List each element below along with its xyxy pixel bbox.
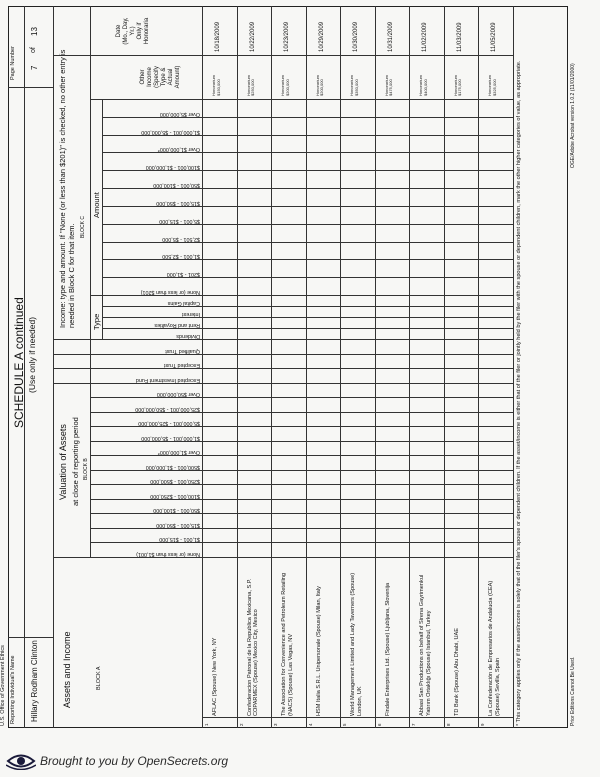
honoraria-date: 11/03/2009 xyxy=(456,22,463,52)
other-income-value: Honorarium $325,000 xyxy=(487,75,497,96)
block-a-label: BLOCK A xyxy=(96,666,102,690)
honoraria-date: 10/31/2009 xyxy=(387,21,394,52)
asset-name: World Management Limited and Lady Taverners (Spouse) London, UK xyxy=(350,572,363,716)
amount-col-header: $2,501 - $5,000 xyxy=(162,235,200,242)
form-id-line-3: U.S. Office of Government Ethics xyxy=(0,645,6,726)
valuation-col-header: $500,001 - $1,000,000 xyxy=(145,463,200,470)
amount-col-header: Over $1,000,000* xyxy=(157,146,200,153)
block-b-label: BLOCK B xyxy=(83,458,89,480)
amount-col-header: $50,001 - $100,000 xyxy=(153,182,200,189)
other-income-header-line: Amount) xyxy=(175,65,181,89)
amount-col-header: Over $5,000,000 xyxy=(159,110,200,117)
type-col-header: Capital Gains xyxy=(167,300,200,306)
amount-col-header: $100,001 - $1,000,000 xyxy=(145,164,200,171)
valuation-col-header: $50,001 - $100,000 xyxy=(153,507,200,514)
amount-col-header: $5,001 - $15,000 xyxy=(159,217,200,224)
honoraria-date: 11/05/2009 xyxy=(491,22,497,52)
honoraria-date: 10/29/2009 xyxy=(318,21,325,52)
schedule-a-form xyxy=(0,6,578,728)
other-income-header-line: Income xyxy=(147,67,153,87)
asset-name: HSM Italia S.R.L. Unipersonale (Spouse) Milan, Italy xyxy=(315,586,322,716)
oge-version: OGE/Adobe Acrobat version 1.0.2 (11/01/2000) xyxy=(570,63,576,168)
type-col-header: Rent and Royalties xyxy=(154,322,200,328)
row-number: 4 xyxy=(307,723,313,726)
footer-credit[interactable]: Brought to you by OpenSecrets.org xyxy=(40,754,229,768)
income-note: Income: type and amount. If "None (or less than $201)" is checked, no other entry is needed in Block C for that item. xyxy=(58,49,76,328)
honoraria-date: 10/30/2009 xyxy=(353,21,359,52)
reporting-name: Hillary Rodham Clinton xyxy=(30,640,39,722)
other-income-header-line: (Specify xyxy=(154,66,160,88)
valuation-col-header: $25,000,001 - $50,000,000 xyxy=(135,405,200,412)
date-header-line: Date xyxy=(116,24,122,38)
assets-title: Assets and Income xyxy=(62,631,72,708)
asset-name: Abbasi San Productions on behalf of Sirena Gayrimenkul Yatırım Ortaklığı (Spouse) Istanbul, Turkey xyxy=(419,574,432,716)
footnote: * This category applies only if the asset/income is solely that of the filer's spouse or dependent children. If the asset/income is either that of the filer or jointly held by the filer with the spouse or dependent children, mark the other higher categories of value, as appropriate. xyxy=(516,60,522,726)
type-col-header: Dividends xyxy=(176,333,200,339)
other-income-header xyxy=(140,58,182,96)
date-header-line: Honoraria xyxy=(144,17,150,45)
row-number: 1 xyxy=(204,723,209,726)
row-number: 7 xyxy=(411,723,416,726)
valuation-col-header: $100,001 - $250,000 xyxy=(150,492,200,499)
asset-name: The Association for Convenience and Petroleum Retailing (NACS) (Spouse) Las Vegas, NV xyxy=(281,572,294,716)
other-income-header-line: Other xyxy=(140,69,146,85)
valuation-subtitle: at close of reporting period xyxy=(71,417,80,506)
other-income-value: Honorarium $150,000 xyxy=(211,75,221,96)
amount-col-header: $1,000,001 - $5,000,000 xyxy=(141,128,200,135)
other-income-header-line: Actual xyxy=(168,68,174,86)
row-number: 6 xyxy=(376,723,382,726)
honoraria-date: 10/22/2009 xyxy=(249,21,256,52)
amount-label: Amount xyxy=(92,192,101,218)
honoraria-date: 10/18/2009 xyxy=(215,21,221,52)
other-income-value: Honorarium $200,000 xyxy=(314,75,325,96)
asset-name: Findale Enterprises Ltd. (Spouse) Ljubljana, Slovenija xyxy=(384,582,391,716)
amount-col-header: None (or less than $201) xyxy=(140,289,200,295)
valuation-col-header: Excepted Trust xyxy=(164,362,200,369)
schedule-title: SCHEDULE A continued xyxy=(12,297,26,428)
type-col-header: Interest xyxy=(182,311,200,317)
other-income-value: Honorarium $200,000 xyxy=(280,75,290,96)
valuation-col-header: Over $50,000,000 xyxy=(156,391,200,398)
date-header-line: Only if xyxy=(137,22,143,40)
other-income-header-line: Type & xyxy=(161,67,167,87)
page-number-label: Page Number xyxy=(10,46,16,80)
other-income-value: Honorarium $250,000 xyxy=(245,75,256,96)
amount-col-header: $1,001 - $2,500 xyxy=(162,253,200,260)
prior-editions: Prior Editions Cannot Be Used. xyxy=(570,656,576,726)
page-number: 7 xyxy=(30,65,39,70)
asset-name: Confederacion Patronal de la Republica Mexicana, S.P. COPARMEX (Spouse) Mexico City, Mexico xyxy=(246,578,260,716)
date-header-line: (Mo., Day, xyxy=(123,17,129,45)
row-number: 3 xyxy=(273,723,278,726)
other-income-value: Honorarium $350,000 xyxy=(349,75,359,96)
valuation-col-header: $5,000,001 - $25,000,000 xyxy=(138,420,200,427)
type-label: Type xyxy=(92,313,101,330)
valuation-col-header: Excepted Investment Fund xyxy=(135,376,200,383)
asset-name: La Confederación de Empresarios de Andalucia (CEA) (Spouse) Sevilla, Spain xyxy=(488,580,501,716)
date-header xyxy=(116,9,151,53)
valuation-col-header: None (or less than $1,001) xyxy=(136,551,200,557)
amount-col-header: $201 - $1,000 xyxy=(166,271,200,278)
valuation-col-header: $250,001 - $500,000 xyxy=(150,478,200,485)
valuation-col-header: Over $1,000,000* xyxy=(157,449,200,456)
page-of: of xyxy=(30,47,37,53)
valuation-col-header: $15,001 - $50,000 xyxy=(156,521,200,528)
honoraria-date: 11/02/2009 xyxy=(422,22,428,52)
asset-name: TD Bank (Spouse) Abu Dhabi, UAE xyxy=(453,628,460,716)
row-number: 5 xyxy=(342,723,347,726)
valuation-title: Valuation of Assets xyxy=(58,424,68,500)
row-number: 8 xyxy=(445,723,451,726)
valuation-col-header: Qualified Trust xyxy=(165,347,200,354)
schedule-subtitle: (Use only if needed) xyxy=(27,316,37,393)
valuation-col-header: $1,000,001 - $5,000,000 xyxy=(141,434,200,441)
valuation-col-header: $1,001 - $15,000 xyxy=(159,536,200,543)
opensecrets-eye-icon xyxy=(6,752,36,770)
row-number: 2 xyxy=(238,723,244,726)
page-total: 13 xyxy=(30,27,39,36)
reporting-label: Reporting Individual's Name xyxy=(10,655,16,724)
other-income-value: Honorarium $475,000 xyxy=(383,75,394,96)
honoraria-date: 10/23/2009 xyxy=(284,21,290,52)
amount-col-header: $15,001 - $50,000 xyxy=(156,199,200,206)
other-income-value: Honorarium $400,000 xyxy=(418,75,428,96)
row-number: 9 xyxy=(480,723,485,726)
date-header-line: Yr.) xyxy=(130,26,136,36)
block-c-label: BLOCK C xyxy=(80,216,86,238)
asset-name: AFLAC (Spouse) New York, NY xyxy=(212,637,218,716)
other-income-value: Honorarium $175,000 xyxy=(452,75,463,96)
